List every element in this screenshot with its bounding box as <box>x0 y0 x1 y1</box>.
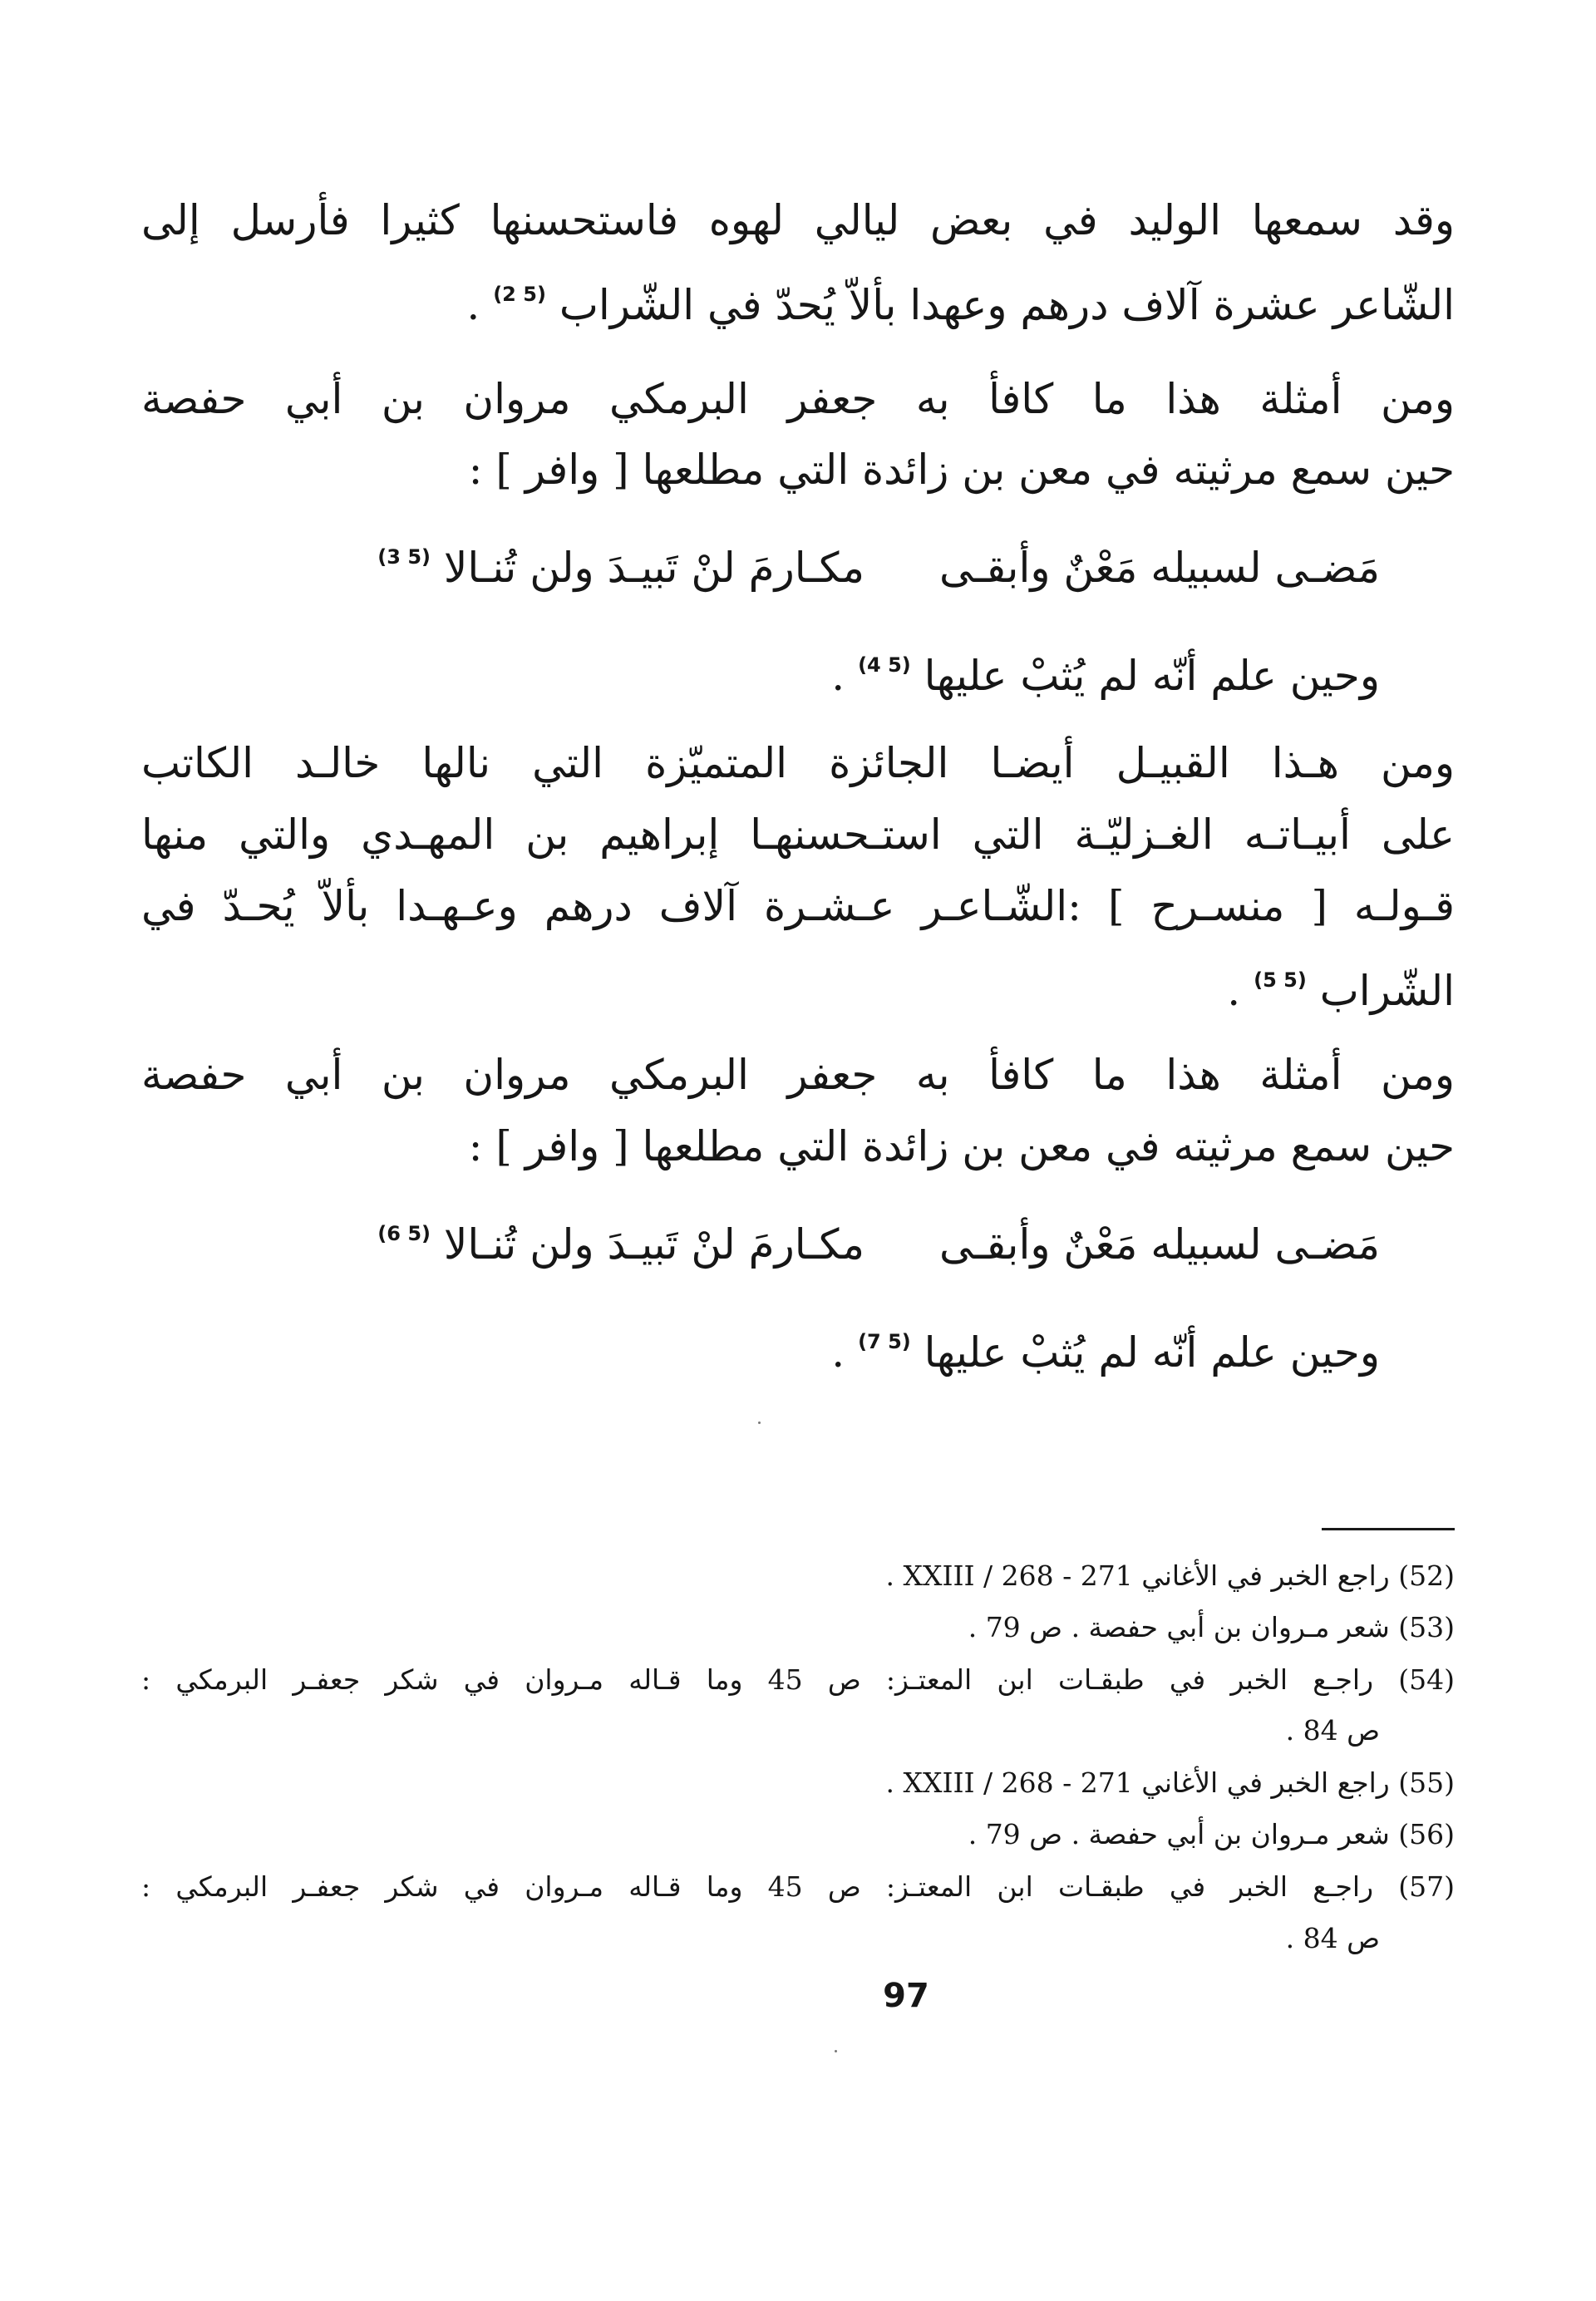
period: . <box>831 1328 845 1377</box>
body-line: ومن أمثلة هذا ما كافأ به جعفر البرمكي مروان بن أبي حفصة <box>141 1051 1455 1099</box>
body-line: ومن أمثلة هذا ما كافأ به جعفر البرمكي مروان بن أبي حفصة <box>141 375 1455 423</box>
footnote-ref: (5 6) <box>377 1222 431 1245</box>
body-line: قـولـه [ منسـرح ] :الشّـاعـر عـشـرة آلاف درهم وعـهـدا بألاّ يُحـدّ في <box>141 882 1455 930</box>
footnote-number: (54) <box>1398 1663 1455 1696</box>
body-text: الشّاعر عشرة آلاف درهم وعهدا بألاّ يُحدّ في الشّراب <box>559 281 1455 329</box>
footnote-text: راجع الخبر في الأغاني XXIII / 268 - 271 . <box>885 1559 1390 1592</box>
body-line: وقد سمعها الوليد في بعض ليالي لهوه فاستحسنها كثيرا فأرسل إلى <box>141 196 1455 244</box>
verse-first-hemistich: مَضـى لسبيله مَعْنٌ وأبقـى <box>938 544 1380 592</box>
body-line <box>141 278 1455 332</box>
verse-text: مكـارمَ لنْ تَبيـدَ ولن تُنـالا <box>443 1220 864 1269</box>
body-line <box>141 964 1455 1017</box>
body-line <box>66 1326 1380 1379</box>
scan-speck <box>758 1421 761 1424</box>
footnote-ref: (5 7) <box>858 1330 911 1353</box>
footnote <box>141 1814 1455 1855</box>
footnote-number: (57) <box>1398 1870 1455 1903</box>
footnote-ref: (5 3) <box>377 545 431 569</box>
body-line: حين سمع مرثيته في معن بن زائدة التي مطلعها [ وافر ] : <box>468 1122 1455 1170</box>
footnote-text: راجع الخبر في الأغاني XXIII / 268 - 271 . <box>885 1766 1390 1799</box>
footnote-text: راجـع الخبر في طبقـات ابن المعتـز: ص 45 وما قـاله مـروان في شكر جعفـر البرمكي : <box>141 1663 1374 1696</box>
footnote <box>141 1555 1455 1597</box>
footnote <box>141 1659 1455 1701</box>
verse-text: مكـارمَ لنْ تَبيـدَ ولن تُنـالا <box>443 544 864 592</box>
footnote-continuation: ص 84 . <box>1285 1922 1380 1954</box>
footnote <box>141 1866 1455 1908</box>
footnote-text: شعر مـروان بن أبي حفصة . ص 79 . <box>968 1818 1390 1850</box>
footnote-text: راجـع الخبر في طبقـات ابن المعتـز: ص 45 وما قـاله مـروان في شكر جعفـر البرمكي : <box>141 1870 1374 1903</box>
body-line: ومن هـذا القبيـل أيضـا الجائزة المتميّزة التي نالها خالـد الكاتب <box>141 739 1455 787</box>
footnote-number: (56) <box>1398 1818 1455 1850</box>
footnote-number: (52) <box>1398 1559 1455 1592</box>
body-line: على أبيـاتـه الغـزليّـة التي استـحسنهـا إبراهيم بن المهـدي والتي منها <box>141 811 1455 859</box>
footnote-number: (53) <box>1398 1611 1455 1643</box>
footnote-ref: (5 4) <box>858 653 911 677</box>
verse-second-hemistich <box>377 1218 864 1271</box>
footnote <box>141 1762 1455 1804</box>
page-number: 97 <box>883 1977 929 2015</box>
footnote-ref: (5 5) <box>1254 968 1307 992</box>
verse-first-hemistich: مَضـى لسبيله مَعْنٌ وأبقـى <box>938 1220 1380 1269</box>
footnote-continuation: ص 84 . <box>1285 1714 1380 1747</box>
footnote <box>141 1607 1455 1648</box>
period: . <box>831 652 845 700</box>
period: . <box>466 281 480 329</box>
footnote-separator <box>1322 1528 1455 1530</box>
footnote-ref: (5 2) <box>493 283 546 306</box>
footnote-text: شعر مـروان بن أبي حفصة . ص 79 . <box>968 1611 1390 1643</box>
body-text: وحين علم أنّه لم يُثبْ عليها <box>924 1328 1380 1377</box>
body-line: حين سمع مرثيته في معن بن زائدة التي مطلعها [ وافر ] : <box>468 446 1455 494</box>
period: . <box>1227 967 1241 1015</box>
body-text: وحين علم أنّه لم يُثبْ عليها <box>924 652 1380 700</box>
body-line <box>66 649 1380 702</box>
scan-speck <box>835 2050 837 2052</box>
verse-second-hemistich <box>377 541 864 594</box>
body-text: الشّراب <box>1319 967 1455 1015</box>
footnote-number: (55) <box>1398 1766 1455 1799</box>
